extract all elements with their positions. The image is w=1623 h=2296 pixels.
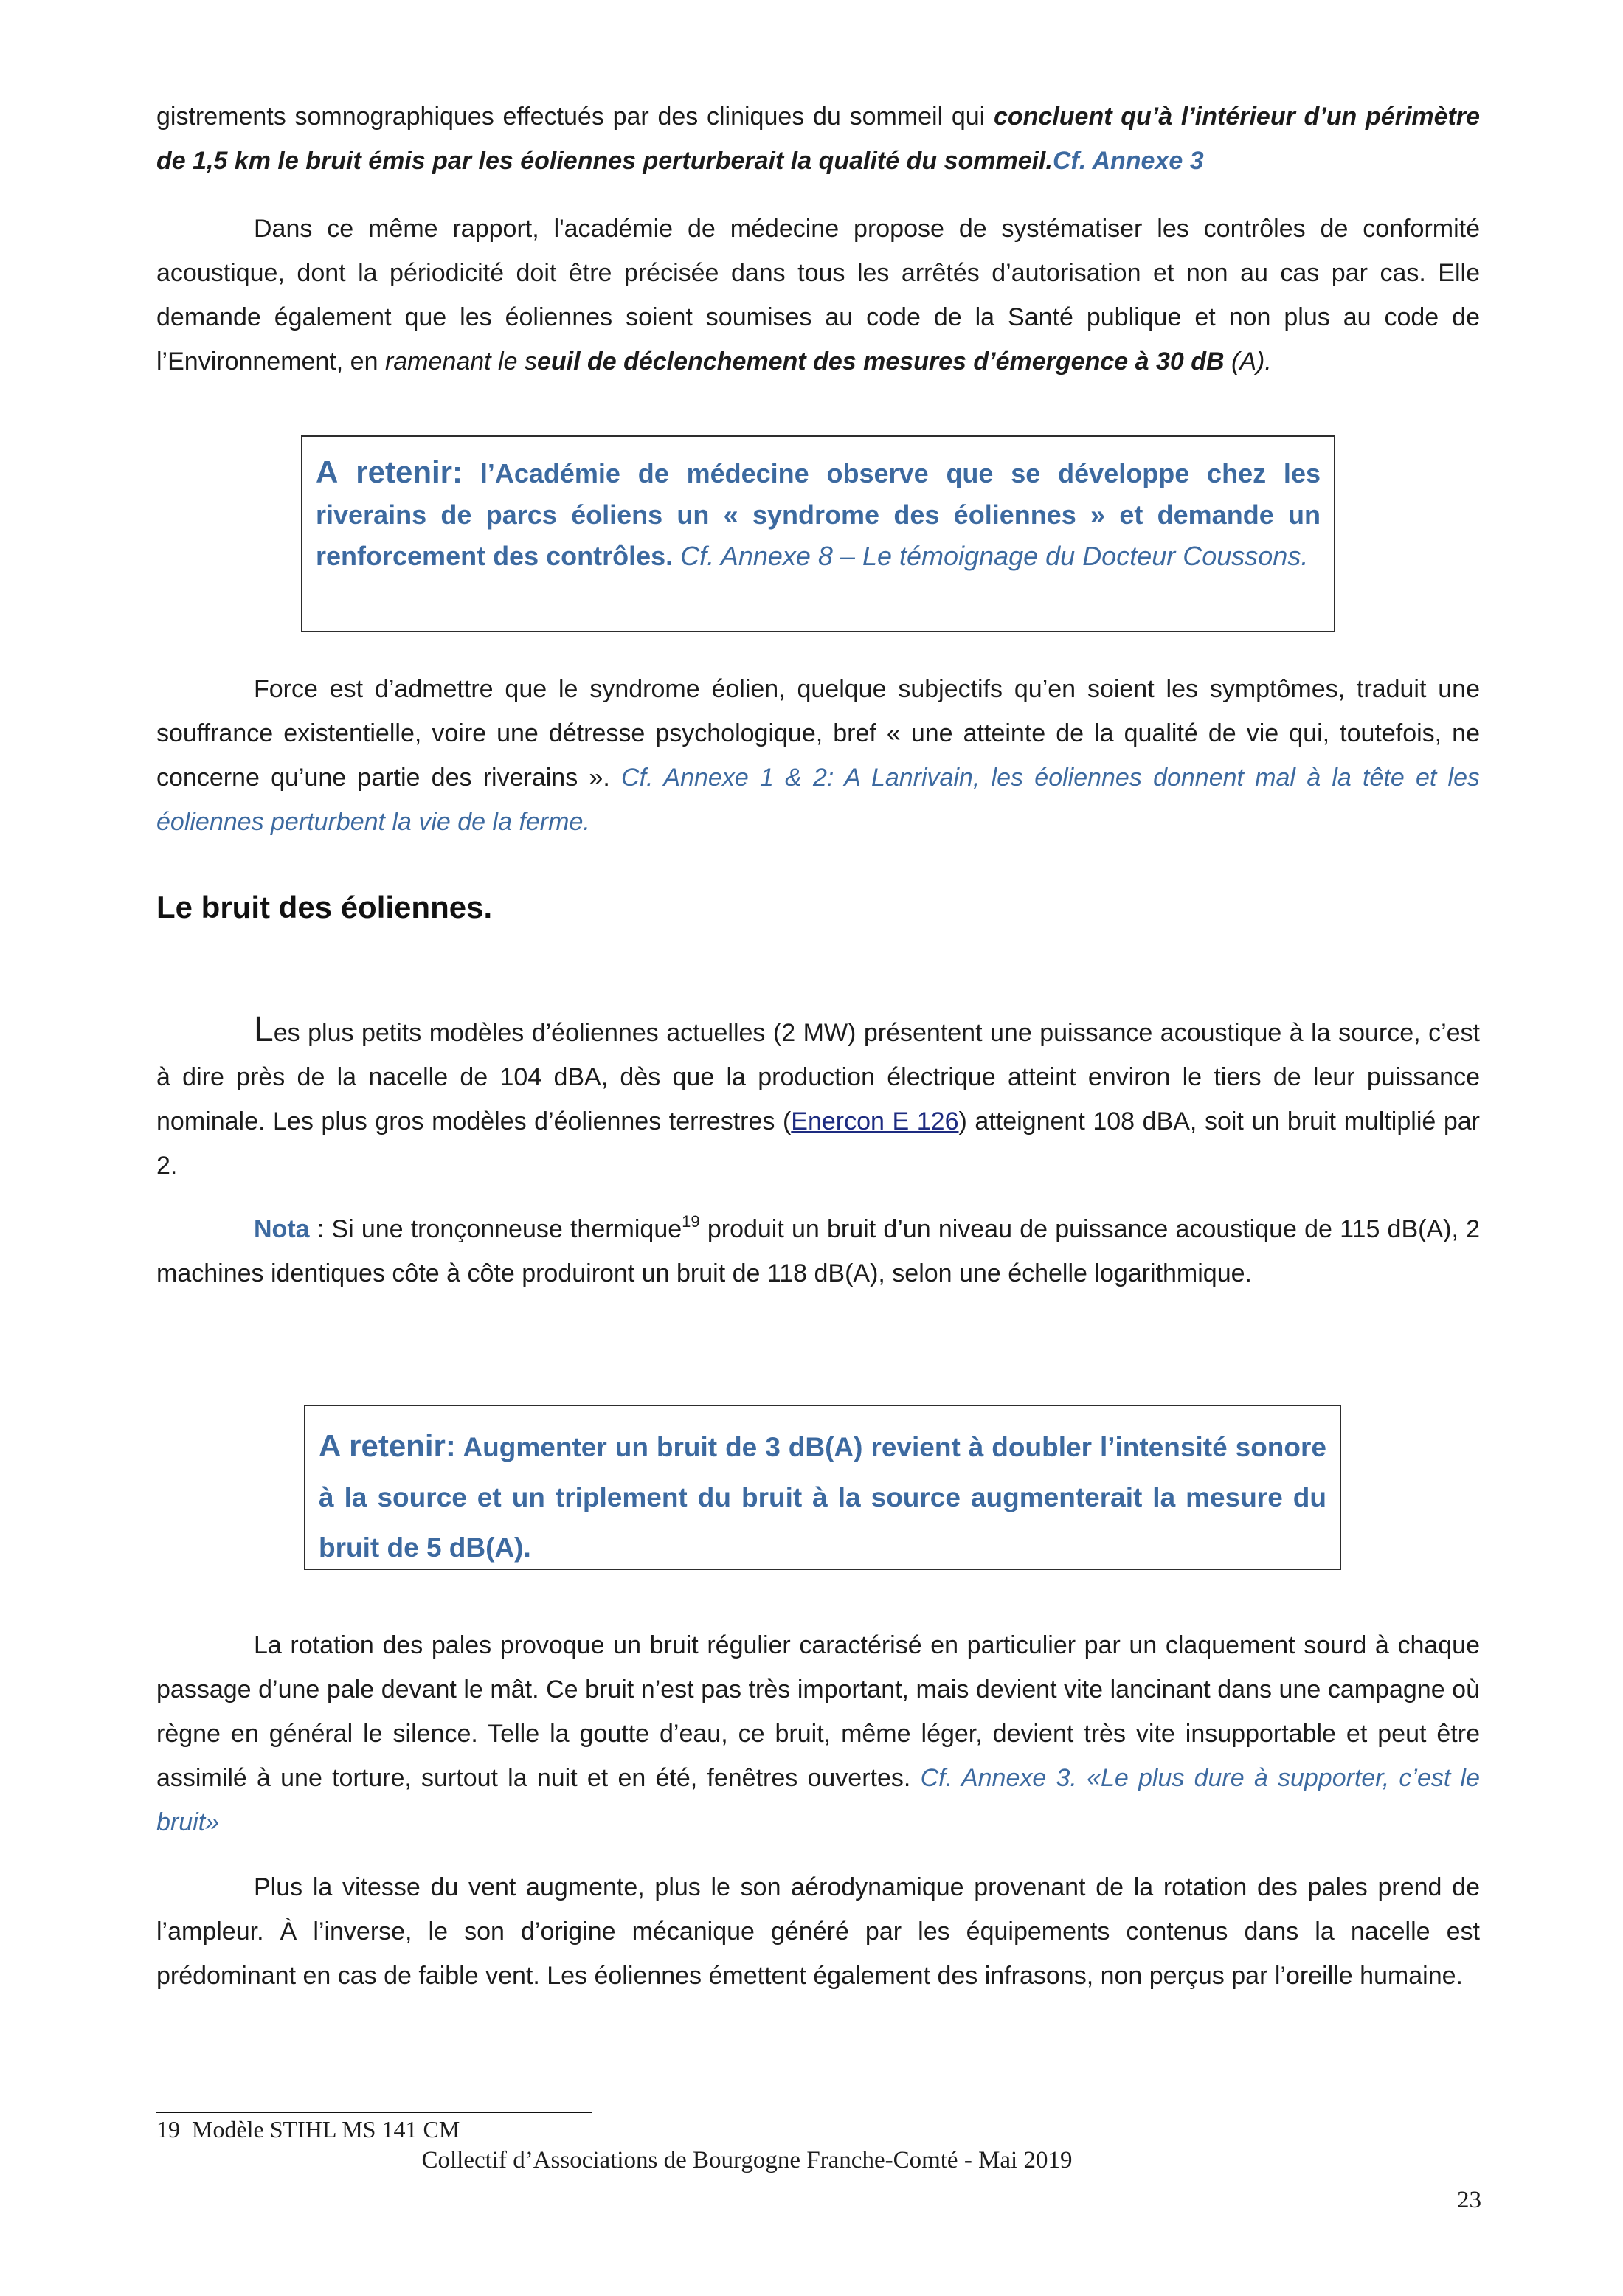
footnote (156, 2115, 460, 2144)
callout-lead: A retenir: (316, 454, 463, 489)
footnote-number: 19 (156, 2116, 180, 2143)
annex-reference: Cf. Annexe 1 & 2: A Lanrivain, les éoliennes donnent mal à la tête et les éoliennes perturbent la vie de la ferme. (156, 764, 1480, 836)
paragraph-turbine-models: Les plus petits modèles d’éoliennes actuelles (2 MW) présentent une puissance acoustique à la source, c’est à dire près de la nacelle de 104 dBA, dès que la production électrique atteint environ le tiers de leur puissance nominale. Les plus gros modèles d’éoliennes terrestres (Enercon E 126) atteignent 108 dBA, soit un bruit multiplié par 2. (156, 1010, 1481, 1180)
callout-box-academy: A retenir: l’Académie de médecine observe que se développe chez les riverains de parcs éoliens un « syndrome des éoliennes » et demande un renforcement des contrôles. Cf. Annexe 8 – Le témoignage du Docteur Coussons. (301, 435, 1335, 632)
paragraph-nota: Nota : Si une tronçonneuse thermique$^{19}$ produit un bruit d’un niveau de puissance acoustique de 115 dB(A), 2 machines identiques côte à côte produiront un bruit de 118 dB(A), selon une échelle logarithmique. (156, 1212, 1481, 1287)
annex-reference: Cf. Annexe 3. «Le plus dure à supporter, c’est le bruit» (156, 1764, 1480, 1836)
callout-lead: A retenir: (319, 1428, 456, 1463)
footnote-separator (156, 2112, 592, 2113)
annex-reference: Cf. Annexe 8 – Le témoignage du Docteur Coussons. (673, 541, 1309, 571)
nota-label: Nota (254, 1215, 310, 1243)
paragraph-wind-speed: Plus la vitesse du vent augmente, plus le son aérodynamique provenant de la rotation des pales prend de l’ampleur. À l’inverse, le son d’origine mécanique généré par les équipements contenus dans la nacelle est prédominant en cas de faible vent. Les éoliennes émettent également des infrasons, non perçus par l’oreille humaine. (156, 1873, 1480, 1990)
callout-box-noise: A retenir: Augmenter un bruit de 3 dB(A) revient à doubler l’intensité sonore à la source et un triplement du bruit à la source augmenterait la mesure du bruit de 5 dB(A). (304, 1405, 1341, 1570)
enercon-link[interactable]: Enercon E 126 (791, 1107, 959, 1135)
paragraph-wind-syndrome: Force est d’admettre que le syndrome éolien, quelque subjectifs qu’en soient les symptômes, traduit une souffrance existentielle, voire une détresse psychologique, bref « une atteinte de la qualité de vie qui, toutefois, ne concerne qu’une partie des riverains ». Cf. Annexe 1 & 2: A Lanrivain, les éoliennes donnent mal à la tête et les éoliennes perturbent la vie de la ferme. (156, 675, 1480, 836)
paragraph-academy-report: Dans ce même rapport, l'académie de médecine propose de systématiser les contrôles de conformité acoustique, dont la périodicité doit être précisée dans tous les arrêtés d’autorisation et non au cas par cas. Elle demande également que les éoliennes soient soumises au code de la Santé publique et non plus au code de l’Environnement, en ramenant le seuil de déclenchement des mesures d’émergence à 30 dB (A). (156, 215, 1480, 376)
page-number: 23 (1457, 2187, 1481, 2213)
page-footer: Collectif d’Associations de Bourgogne Franche-Comté - Mai 2019 (421, 2147, 1073, 2174)
annex-reference: Cf. Annexe 3 (1052, 147, 1204, 175)
footnote-marker[interactable]: 19 (682, 1212, 700, 1231)
paragraph-blade-noise: La rotation des pales provoque un bruit régulier caractérisé en particulier par un claquement sourd à chaque passage d’une pale devant le mât. Ce bruit n’est pas très important, mais devient vite lancinant dans une campagne où règne en général le silence. Telle la goutte d’eau, ce bruit, même léger, devient très vite insupportable et peut être assimilé à une torture, surtout la nuit et en été, fenêtres ouvertes. Cf. Annexe 3. «Le plus dure à supporter, c’est le bruit» (156, 1631, 1480, 1836)
paragraph-sleep-studies: gistrements somnographiques effectués par des cliniques du sommeil qui concluent qu’à l’intérieur d’un périmètre de 1,5 km le bruit émis par les éoliennes perturberait la qualité du sommeil.Cf. Annexe 3 (156, 103, 1480, 175)
footnote-text: Modèle STIHL MS 141 CM (192, 2116, 460, 2143)
section-heading: Le bruit des éoliennes. (156, 890, 493, 924)
